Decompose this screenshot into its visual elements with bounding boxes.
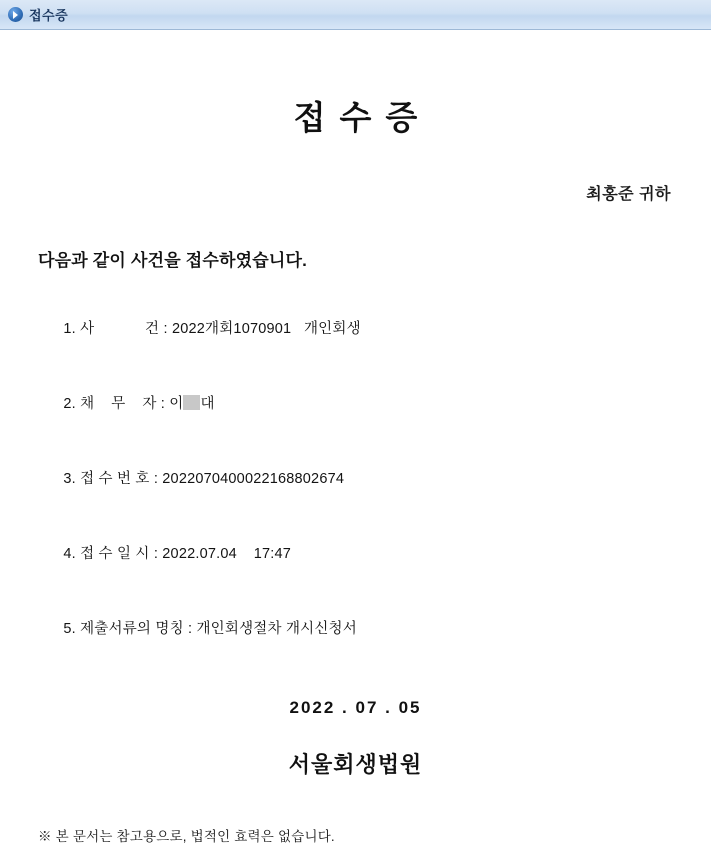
window-title: 접수증	[29, 8, 69, 23]
list-item	[38, 451, 673, 504]
item-value: 이	[169, 396, 184, 412]
arrow-circle-icon	[8, 7, 23, 22]
list-item	[38, 301, 673, 354]
item-label: 1. 사 건 :	[63, 321, 172, 337]
redaction-block	[183, 395, 200, 410]
list-item	[38, 526, 673, 579]
item-label: 2. 채 무 자 :	[63, 396, 170, 412]
page-title: 접수증	[293, 98, 432, 137]
issue-date: 2022 . 07 . 05	[289, 698, 422, 717]
footnote: ※ 본 문서는 참고용으로, 법적인 효력은 없습니다.	[38, 829, 335, 844]
list-item	[38, 376, 673, 429]
item-value: 2022070400022168802674	[162, 471, 345, 487]
window-titlebar	[0, 0, 711, 30]
intro-text: 다음과 같이 사건을 접수하였습니다.	[38, 251, 308, 270]
item-label: 5. 제출서류의 명칭 :	[63, 621, 197, 637]
item-value-suffix: 대	[200, 396, 215, 412]
addressee: 최홍준 귀하	[586, 186, 671, 203]
receipt-items	[38, 301, 673, 654]
item-label: 4. 접 수 일 시 :	[63, 546, 163, 562]
document-page	[0, 92, 711, 845]
item-value: 2022개회1070901 개인회생	[171, 321, 361, 337]
court-name: 서울회생법원	[288, 752, 423, 777]
item-label: 3. 접 수 번 호 :	[63, 471, 163, 487]
item-value: 2022.07.04 17:47	[162, 546, 292, 562]
list-item	[38, 601, 673, 654]
item-value: 개인회생절차 개시신청서	[196, 621, 357, 637]
